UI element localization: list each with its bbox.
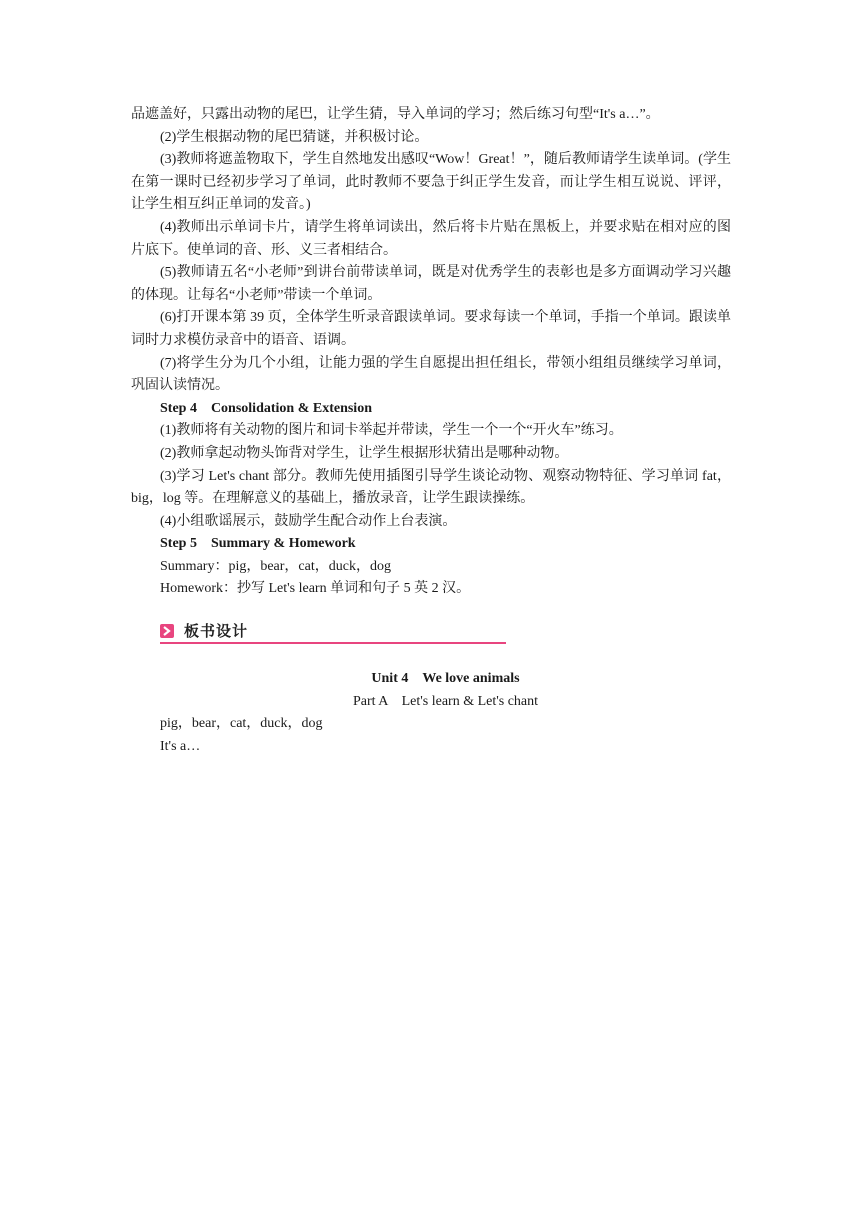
board-words: pig，bear，cat，duck，dog [160, 716, 323, 732]
paragraph-step-3: (3)教师将遮盖物取下，学生自然地发出感叹“Wow！Great！”，随后教师请学生读单词。(学生在第一课时已经初步学习了单词，此时教师不要急于纠正学生发音，而让学生相互说说、评评，让学生相互纠正单词的发音。) [131, 152, 731, 213]
paragraph-step-2: (2)学生根据动物的尾巴猜谜，并积极讨论。 [160, 129, 429, 145]
blackboard-content [131, 668, 731, 758]
step-4-item-2: (2)教师拿起动物头饰背对学生，让学生根据形状猜出是哪种动物。 [160, 445, 569, 461]
board-subtitle: Part A Let's learn & Let's chant [352, 693, 539, 709]
step-5-heading: Step 5 Summary & Homework [160, 536, 356, 552]
lesson-body [131, 104, 731, 601]
step-4-item-1: (1)教师将有关动物的图片和词卡举起并带读，学生一个一个“开火车”练习。 [160, 423, 623, 439]
paragraph-step-5: (5)教师请五名“小老师”到讲台前带读单词，既是对优秀学生的表彰也是多方面调动学习兴趣的体现。让每名“小老师”带读一个单词。 [131, 265, 731, 303]
chevron-right-icon [160, 624, 174, 638]
paragraph-step-4: (4)教师出示单词卡片，请学生将单词读出，然后将卡片贴在黑板上，并要求贴在相对应的图片底下。使单词的音、形、义三者相结合。 [131, 219, 731, 258]
step-4-item-4: (4)小组歌谣展示，鼓励学生配合动作上台表演。 [160, 513, 457, 529]
summary-line: Summary：pig，bear，cat，duck，dog [160, 558, 391, 574]
step-4-item-3: (3)学习 Let's chant 部分。教师先使用插图引导学生谈论动物、观察动物特征、学习单词 fat，big，log 等。在理解意义的基础上，播放录音，让学生跟读操练。 [131, 468, 731, 507]
step-4-heading: Step 4 Consolidation & Extension [160, 400, 372, 416]
homework-line: Homework：抄写 Let's learn 单词和句子 5 英 2 汉。 [160, 581, 471, 597]
board-title: Unit 4 We love animals [371, 671, 520, 686]
paragraph-step-6: (6)打开课本第 39 页，全体学生听录音跟读单词。要求每读一个单词，手指一个单词。跟读单词时力求模仿录音中的语音、语调。 [131, 310, 731, 348]
blackboard-design-header [160, 621, 506, 643]
section-title: 板书设计 [184, 622, 249, 640]
section-divider [160, 642, 506, 644]
board-pattern: It's a… [160, 738, 201, 754]
paragraph-intro-continued: 品遮盖好，只露出动物的尾巴，让学生猜，导入单词的学习；然后练习句型“It's a…”。 [131, 107, 660, 122]
paragraph-step-7: (7)将学生分为几个小组，让能力强的学生自愿提出担任组长，带领小组组员继续学习单词，巩固认读情况。 [131, 355, 731, 394]
